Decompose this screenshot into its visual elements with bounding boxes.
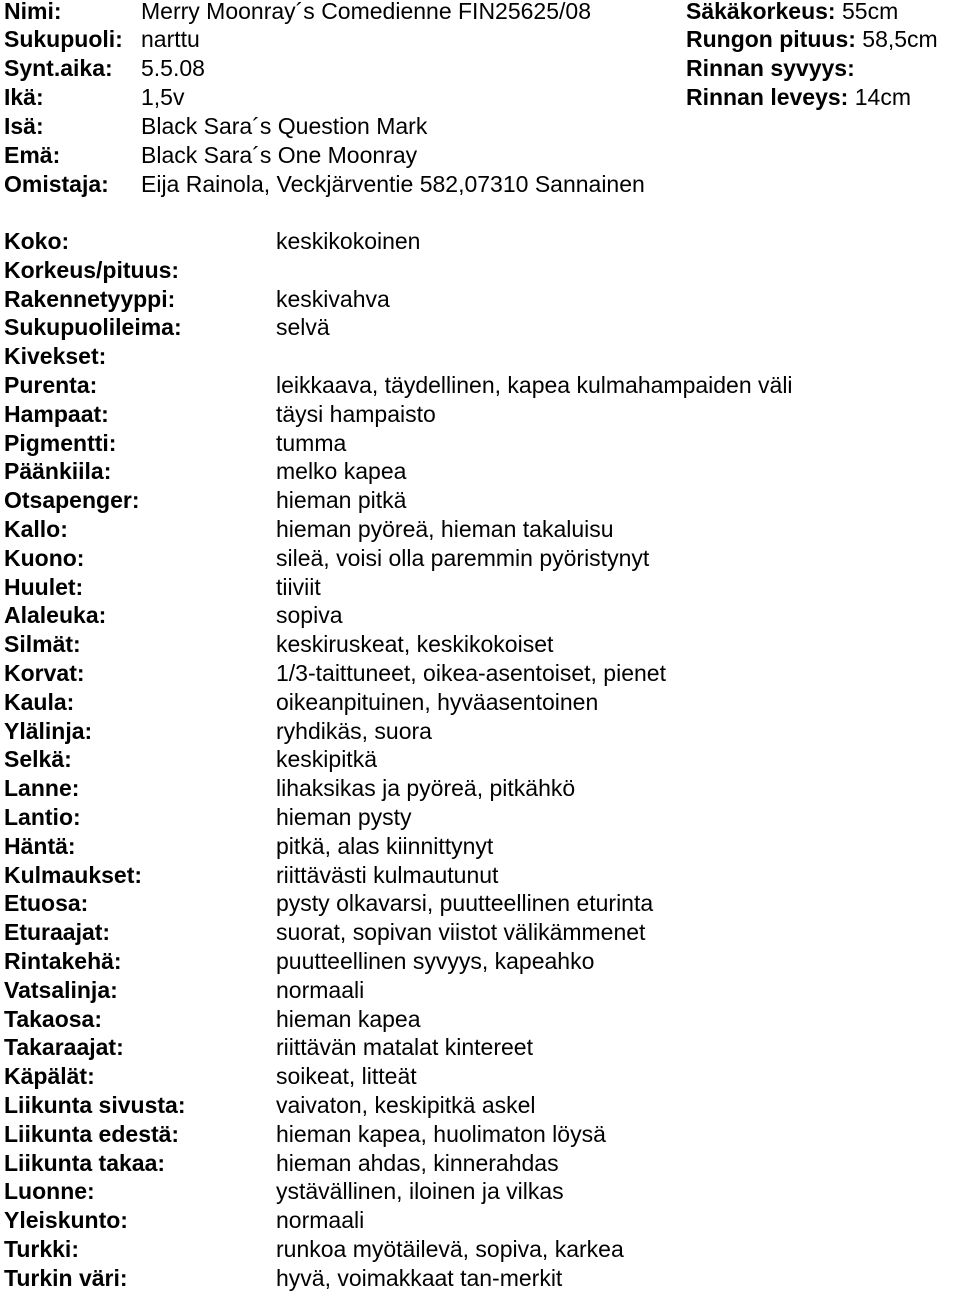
measure-withers <box>686 0 898 25</box>
evaluation-label: Turkki: <box>4 1236 79 1262</box>
evaluation-label: Eturaajat: <box>4 919 111 945</box>
evaluation-label: Liikunta takaa: <box>4 1150 166 1176</box>
evaluation-label: Ylälinja: <box>4 718 93 744</box>
evaluation-label: Pigmentti: <box>4 430 117 456</box>
measure-label: Rinnan leveys: <box>686 84 849 110</box>
evaluation-label: Koko: <box>4 228 70 254</box>
evaluation-label: Liikunta edestä: <box>4 1121 180 1147</box>
measure-chest-depth <box>686 54 855 82</box>
name-label: Nimi: <box>4 0 62 24</box>
age-label: Ikä: <box>4 84 44 110</box>
sire-label: Isä: <box>4 113 44 139</box>
sex-value: narttu <box>141 26 200 52</box>
evaluation-label: Purenta: <box>4 372 98 398</box>
measure-value: 55cm <box>841 0 899 24</box>
evaluation-value: lihaksikas ja pyöreä, pitkähkö <box>276 775 576 801</box>
evaluation-value: ystävällinen, iloinen ja vilkas <box>276 1178 564 1204</box>
evaluation-label: Etuosa: <box>4 890 89 916</box>
sire-value: Black Sara´s Question Mark <box>141 113 428 139</box>
measure-value: 58,5cm <box>862 26 938 52</box>
evaluation-value: normaali <box>276 1207 365 1233</box>
evaluation-value: puutteellinen syvyys, kapeahko <box>276 948 595 974</box>
evaluation-label: Korkeus/pituus: <box>4 257 180 283</box>
evaluation-label: Vatsalinja: <box>4 977 118 1003</box>
evaluation-label: Luonne: <box>4 1178 95 1204</box>
evaluation-label: Silmät: <box>4 631 81 657</box>
evaluation-value: keskikokoinen <box>276 228 421 254</box>
evaluation-value: täysi hampaisto <box>276 401 436 427</box>
evaluation-label: Alaleuka: <box>4 602 107 628</box>
measure-body-length <box>686 25 938 53</box>
measure-label: Rinnan syvyys: <box>686 55 855 81</box>
evaluation-value: sileä, voisi olla paremmin pyöristynyt <box>276 545 650 571</box>
evaluation-value: soikeat, litteät <box>276 1063 417 1089</box>
evaluation-value: selvä <box>276 314 330 340</box>
evaluation-label: Lanne: <box>4 775 80 801</box>
evaluation-label: Korvat: <box>4 660 85 686</box>
evaluation-value: keskivahva <box>276 286 390 312</box>
evaluation-label: Kulmaukset: <box>4 862 143 888</box>
age-value: 1,5v <box>141 84 185 110</box>
evaluation-value: suorat, sopivan viistot välikämmenet <box>276 919 646 945</box>
evaluation-label: Kaula: <box>4 689 75 715</box>
owner-label: Omistaja: <box>4 171 109 197</box>
evaluation-value: hyvä, voimakkaat tan-merkit <box>276 1265 563 1291</box>
evaluation-value: keskiruskeat, keskikokoiset <box>276 631 554 657</box>
evaluation-value: 1/3-taittuneet, oikea-asentoiset, pienet <box>276 660 666 686</box>
evaluation-value: ryhdikäs, suora <box>276 718 432 744</box>
evaluation-label: Kallo: <box>4 516 68 542</box>
evaluation-value: pysty olkavarsi, puutteellinen eturinta <box>276 890 654 916</box>
evaluation-label: Lantio: <box>4 804 81 830</box>
dam-value: Black Sara´s One Moonray <box>141 142 418 168</box>
evaluation-value: riittävän matalat kintereet <box>276 1034 533 1060</box>
name-row <box>4 0 591 25</box>
measure-value: 14cm <box>854 84 911 110</box>
measure-label: Säkäkorkeus: <box>686 0 836 24</box>
evaluation-label: Kivekset: <box>4 343 107 369</box>
evaluation-label: Käpälät: <box>4 1063 95 1089</box>
evaluation-label: Rakennetyyppi: <box>4 286 176 312</box>
name-value: Merry Moonray´s Comedienne FIN25625/08 <box>141 0 591 24</box>
evaluation-value: melko kapea <box>276 458 407 484</box>
evaluation-label: Hampaat: <box>4 401 109 427</box>
evaluation-value: hieman pysty <box>276 804 412 830</box>
evaluation-label: Huulet: <box>4 574 84 600</box>
evaluation-label: Sukupuolileima: <box>4 314 182 340</box>
evaluation-value: normaali <box>276 977 365 1003</box>
evaluation-label: Päänkiila: <box>4 458 112 484</box>
evaluation-value: hieman pitkä <box>276 487 407 513</box>
evaluation-value: keskipitkä <box>276 746 377 772</box>
evaluation-value: hieman pyöreä, hieman takaluisu <box>276 516 614 542</box>
evaluation-value: riittävästi kulmautunut <box>276 862 499 888</box>
sire-row <box>4 112 428 140</box>
evaluation-label: Yleiskunto: <box>4 1207 128 1233</box>
age-row <box>4 83 185 111</box>
owner-row <box>4 170 645 198</box>
evaluation-label: Rintakehä: <box>4 948 122 974</box>
evaluation-label: Turkin väri: <box>4 1265 128 1291</box>
evaluation-value: sopiva <box>276 602 343 628</box>
evaluation-value: pitkä, alas kiinnittynyt <box>276 833 494 859</box>
evaluation-label: Takaosa: <box>4 1006 103 1032</box>
evaluation-value: runkoa myötäilevä, sopiva, karkea <box>276 1236 624 1262</box>
evaluation-label: Takaraajat: <box>4 1034 124 1060</box>
evaluation-label: Kuono: <box>4 545 85 571</box>
dam-label: Emä: <box>4 142 61 168</box>
evaluation-label: Liikunta sivusta: <box>4 1092 186 1118</box>
evaluation-value: hieman kapea <box>276 1006 421 1032</box>
dam-row <box>4 141 418 169</box>
evaluation-value: tumma <box>276 430 347 456</box>
evaluation-value: oikeanpituinen, hyväasentoinen <box>276 689 599 715</box>
evaluation-value: hieman kapea, huolimaton löysä <box>276 1121 606 1147</box>
evaluation-value: tiiviit <box>276 574 321 600</box>
evaluation-label: Häntä: <box>4 833 76 859</box>
owner-value: Eija Rainola, Veckjärventie 582,07310 Sannainen <box>141 171 645 197</box>
evaluation-value: hieman ahdas, kinnerahdas <box>276 1150 559 1176</box>
sex-label: Sukupuoli: <box>4 26 123 52</box>
dob-row <box>4 54 205 82</box>
measure-chest-width <box>686 83 911 111</box>
evaluation-label: Otsapenger: <box>4 487 140 513</box>
sex-row <box>4 25 200 53</box>
evaluation-value: vaivaton, keskipitkä askel <box>276 1092 536 1118</box>
evaluation-value: leikkaava, täydellinen, kapea kulmahampaiden väli <box>276 372 793 398</box>
evaluation-label: Selkä: <box>4 746 72 772</box>
dob-label: Synt.aika: <box>4 55 113 81</box>
dob-value: 5.5.08 <box>141 55 205 81</box>
measure-label: Rungon pituus: <box>686 26 856 52</box>
